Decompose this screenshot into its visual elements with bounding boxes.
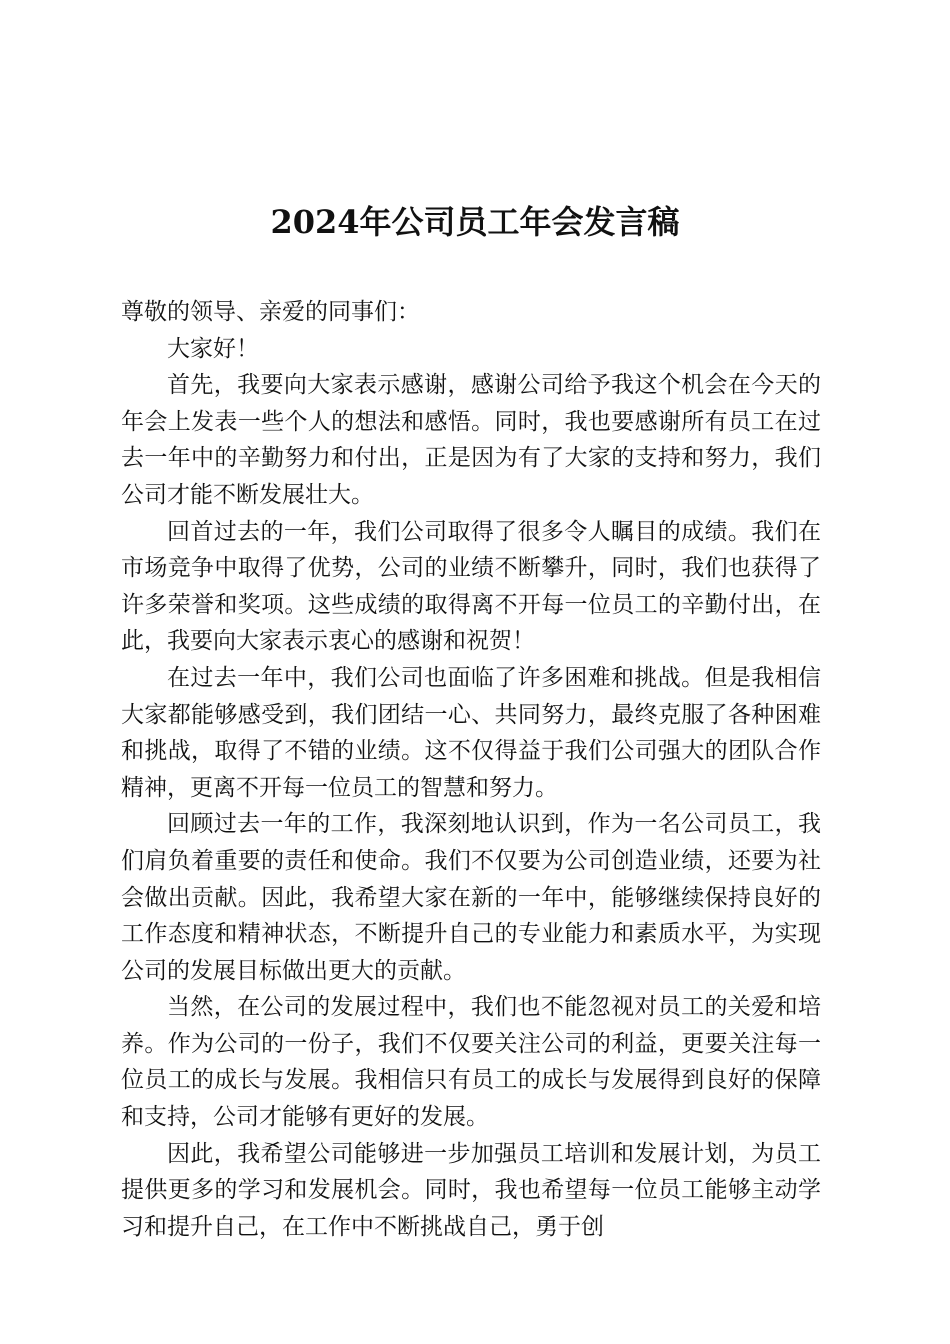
paragraph-3: 在过去一年中，我们公司也面临了许多困难和挑战。但是我相信大家都能够感受到，我们团结一心、共同努力，最终克服了各种困难和挑战，取得了不错的业绩。这不仅得益于我们公司强大的团队合作精神，更离不开每一位员工的智慧和努力。 — [121, 664, 821, 801]
salutation: 尊敬的领导、亲爱的同事们： — [121, 299, 420, 325]
paragraph-2: 回首过去的一年，我们公司取得了很多令人瞩目的成绩。我们在市场竞争中取得了优势，公司的业绩不断攀升，同时，我们也获得了许多荣誉和奖项。这些成绩的取得离不开每一位员工的辛勤付出，在此，我要向大家表示衷心的感谢和祝贺！ — [121, 518, 821, 655]
paragraph-6: 因此，我希望公司能够进一步加强员工培训和发展计划，为员工提供更多的学习和发展机会。同时，我也希望每一位员工能够主动学习和提升自己，在工作中不断挑战自己，勇于创 — [121, 1140, 821, 1240]
greeting: 大家好！ — [167, 335, 259, 362]
paragraph-5: 当然，在公司的发展过程中，我们也不能忽视对员工的关爱和培养。作为公司的一份子，我们不仅要关注公司的利益，更要关注每一位员工的成长与发展。我相信只有员工的成长与发展得到良好的保障和支持，公司才能够有更好的发展。 — [121, 994, 821, 1131]
document-body — [121, 294, 821, 1245]
paragraph-4: 回顾过去一年的工作，我深刻地认识到，作为一名公司员工，我们肩负着重要的责任和使命。我们不仅要为公司创造业绩，还要为社会做出贡献。因此，我希望大家在新的一年中，能够继续保持良好的工作态度和精神状态，不断提升自己的专业能力和素质水平，为实现公司的发展目标做出更大的贡献。 — [121, 811, 821, 984]
paragraph-1: 首先，我要向大家表示感谢，感谢公司给予我这个机会在今天的年会上发表一些个人的想法和感悟。同时，我也要感谢所有员工在过去一年中的辛勤努力和付出，正是因为有了大家的支持和努力，我们公司才能不断发展壮大。 — [121, 372, 821, 508]
document-title: 2024年公司员工年会发言稿 — [270, 203, 680, 241]
